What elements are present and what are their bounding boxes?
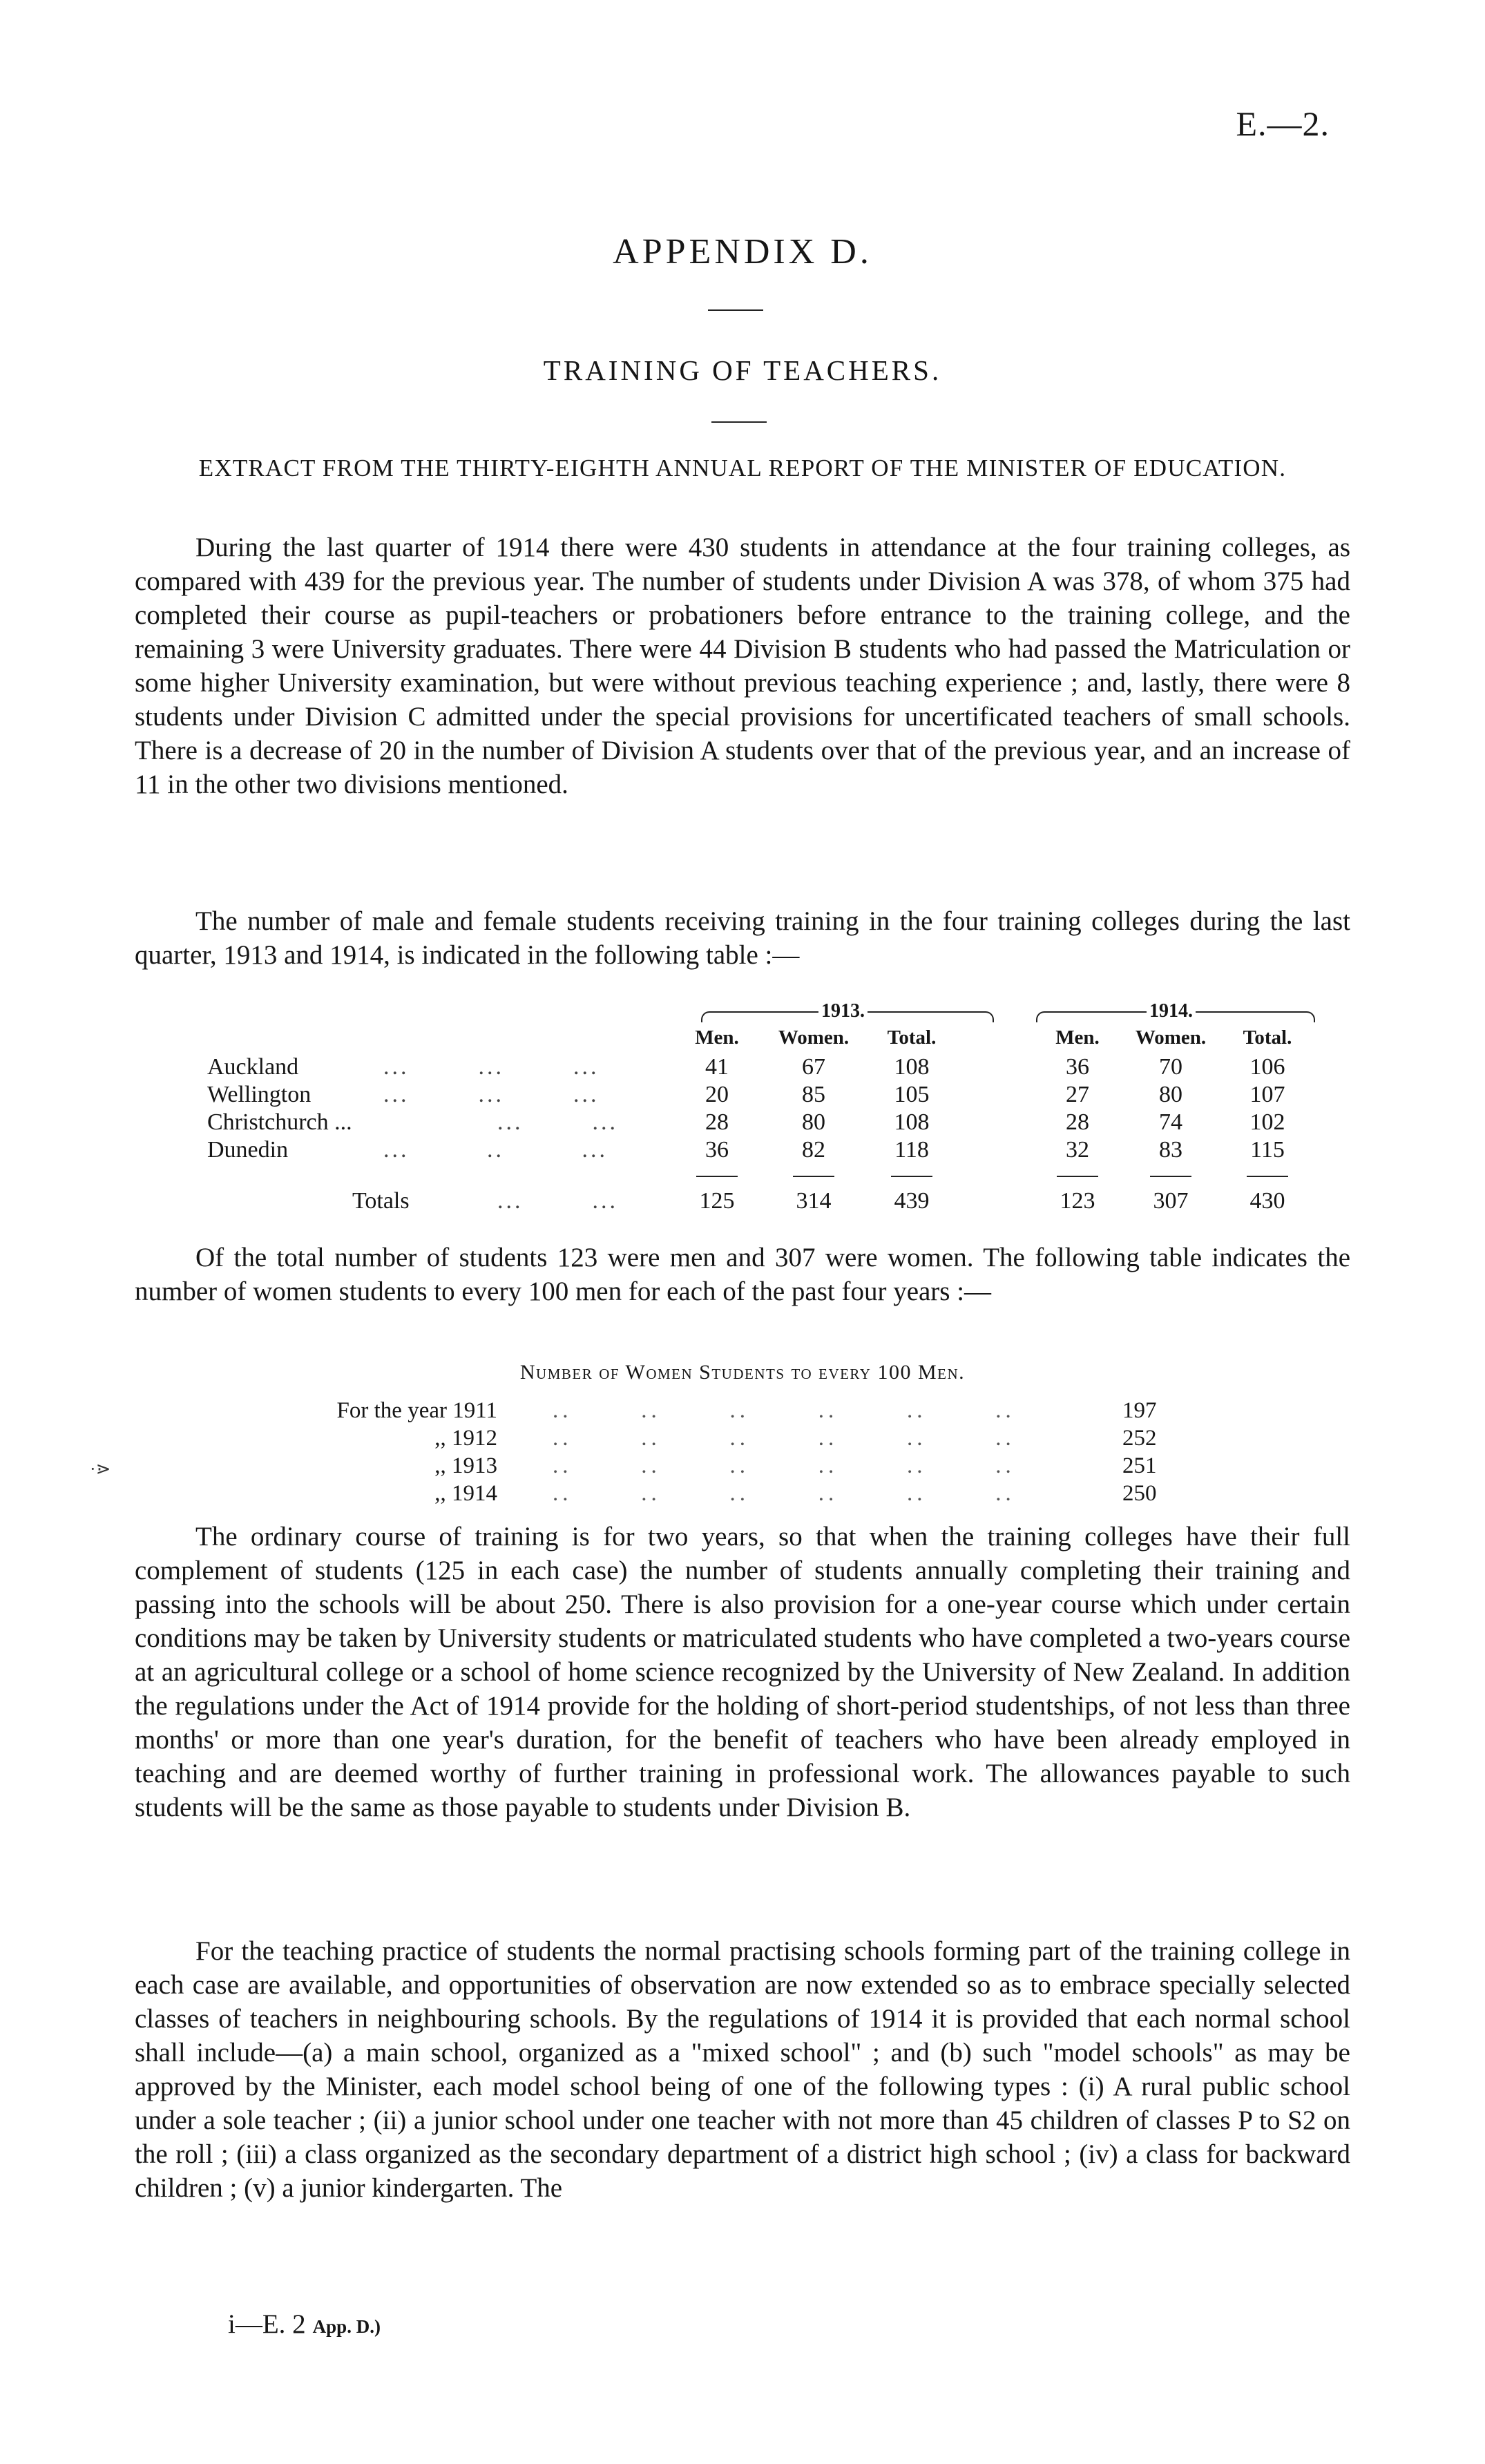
cell-value: 123 [1060, 1188, 1095, 1214]
table-row [290, 1398, 1181, 1426]
paragraph-attendance: During the last quarter of 1914 there were 430 students in attendance at the four training colleges, as compared with 439 for the previous year. The number of students under Division A was 378, of whom 375 had completed their course as pupil-teachers or probationers before entrance to the training college, and the remaining 3 were University graduates. There were 44 Division B students who had passed the Matriculation or some higher University examination, but were without previous teaching experience ; and, lastly, there were 8 students under Division C admitted under the special provisions for uncertificated teachers of small schools. There is a decrease of 20 in the number of Division A students over that of the previous year, and an increase of 11 in the other two divisions mentioned. [135, 533, 1350, 799]
cell-value: 70 [1159, 1054, 1182, 1080]
signature-mark: i—E. 2 [228, 2309, 306, 2339]
section-divider [711, 421, 767, 423]
page-reference: E.—2. [1236, 104, 1330, 143]
cell-value: 102 [1249, 1109, 1285, 1135]
college-name: Wellington [207, 1082, 312, 1107]
year-label: ,, 1913 [434, 1453, 497, 1478]
cell-value: 83 [1159, 1137, 1182, 1163]
year-label: ,, 1914 [434, 1481, 497, 1506]
col-women-1913: Women. [778, 1026, 850, 1049]
leader-dots: .. .. .. .. .. .. [553, 1398, 1015, 1423]
appendix-title: APPENDIX D. [613, 232, 872, 271]
leader-dots: ... ... [497, 1109, 618, 1135]
cell-value: 80 [1159, 1082, 1182, 1107]
ratio-value: 251 [1122, 1453, 1157, 1478]
ratio-value: 250 [1122, 1481, 1157, 1506]
leader-dots: ... ... [497, 1188, 618, 1214]
cell-value: 439 [894, 1188, 930, 1214]
cell-value: 28 [1066, 1109, 1089, 1135]
sum-rule [891, 1176, 932, 1177]
cell-value: 67 [802, 1054, 825, 1080]
cell-value: 27 [1066, 1082, 1089, 1107]
sum-rule [1150, 1176, 1191, 1177]
ratio-table-caption: Number of Women Students to every 100 Men. [519, 1361, 966, 1384]
year-label: For the year 1911 [336, 1398, 497, 1423]
cell-value: 20 [705, 1082, 729, 1107]
cell-value: 85 [802, 1082, 825, 1107]
col-total-1913: Total. [887, 1026, 937, 1049]
sum-rule [1057, 1176, 1098, 1177]
leader-dots: .. .. .. .. .. .. [553, 1426, 1015, 1451]
table-row [207, 1109, 1285, 1137]
table-row [290, 1453, 1181, 1481]
paragraph-course: The ordinary course of training is for two years, so that when the training colleges have their full complement of students (125 in each case) the number of students annually completing their training and passing into the schools will be about 250. There is also provision for a one-year course which under certain conditions may be taken by University students or matriculated students who have completed a two-years course at an agricultural college or a school of home science recognized by the University of New Zealand. In addition the regulations under the Act of 1914 provide for the holding of short-period studentships, of not less than three months' or more than one year's duration, for the benefit of teachers who have been already employed in teaching and are deemed worthy of further training in professional work. The allowances payable to such students will be the same as those payable to students under Division B. [135, 1522, 1350, 1822]
leader-dots: .. .. .. .. .. .. [553, 1481, 1015, 1506]
college-name: Dunedin [207, 1137, 289, 1163]
cell-value: 28 [705, 1109, 729, 1135]
cell-value: 74 [1159, 1109, 1182, 1135]
paragraph-teaching-practice: For the teaching practice of students the normal practising schools forming part of the training college in each case are available, and opportunities of observation are now extended so as to embrace specially selected classes of teachers in neighbouring schools. By the regulations of 1914 it is provided that each normal school shall include—(a) a main school, organized as a "mixed school" ; and (b) such "model schools" as may be approved by the Minister, each model school being of one of the following types : (i) A rural public school under a sole teacher ; (ii) a junior school under one teacher with not more than 45 children of classes P to S2 on the roll ; (iii) a class organized as the secondary department of a district high school ; (iv) a class for backward children ; (v) a junior kindergarten. The [135, 1936, 1350, 2203]
year-1913-label: 1913. [818, 1000, 868, 1022]
col-men-1913: Men. [695, 1026, 739, 1049]
table-row [290, 1426, 1181, 1453]
signature-sub: App. D.) [312, 2316, 381, 2337]
col-women-1914: Women. [1135, 1026, 1207, 1049]
cell-value: 118 [894, 1137, 929, 1163]
cell-value: 430 [1249, 1188, 1285, 1214]
col-total-1914: Total. [1243, 1026, 1292, 1049]
table-row [290, 1481, 1181, 1509]
cell-value: 314 [796, 1188, 832, 1214]
cell-value: 80 [802, 1109, 825, 1135]
leader-dots: ... ... ... [383, 1082, 600, 1107]
leader-dots: .. .. .. .. .. .. [553, 1453, 1015, 1478]
cell-value: 107 [1249, 1082, 1285, 1107]
ratio-value: 252 [1122, 1426, 1157, 1451]
leader-dots: ... .. ... [383, 1137, 608, 1163]
college-name: Auckland [207, 1054, 299, 1080]
cell-value: 41 [705, 1054, 729, 1080]
title-divider [708, 309, 763, 311]
section-title: TRAINING OF TEACHERS. [543, 354, 942, 386]
cell-value: 307 [1153, 1188, 1189, 1214]
cell-value: 115 [1250, 1137, 1285, 1163]
cell-value: 32 [1066, 1137, 1089, 1163]
cell-value: 106 [1249, 1054, 1285, 1080]
table-row [207, 1054, 1285, 1082]
paragraph-table-intro: The number of male and female students receiving training in the four training colleges during the last quarter, 1913 and 1914, is indicated in the following table :— [135, 906, 1350, 970]
cell-value: 82 [802, 1137, 825, 1163]
cell-value: 105 [894, 1082, 930, 1107]
cell-value: 36 [1066, 1054, 1089, 1080]
college-name: Christchurch ... [207, 1109, 352, 1135]
cell-value: 108 [894, 1054, 930, 1080]
cell-value: 36 [705, 1137, 729, 1163]
signature-footer [228, 2309, 381, 2340]
sum-rule [793, 1176, 834, 1177]
extract-heading: EXTRACT FROM THE THIRTY-EIGHTH ANNUAL REPORT OF THE MINISTER OF EDUCATION. [198, 455, 1287, 481]
leader-dots: ... ... ... [383, 1054, 600, 1080]
cell-value: 108 [894, 1109, 930, 1135]
year-1914-label: 1914. [1147, 1000, 1196, 1022]
cell-value: 125 [699, 1188, 735, 1214]
table-row [207, 1137, 1285, 1165]
table-row [207, 1082, 1285, 1109]
margin-mark: ·⋗ [90, 1459, 111, 1479]
ratio-value: 197 [1122, 1398, 1157, 1423]
col-men-1914: Men. [1055, 1026, 1100, 1049]
totals-row [207, 1188, 1285, 1216]
totals-label: Totals [352, 1188, 410, 1214]
year-label: ,, 1912 [434, 1426, 497, 1451]
sum-rule [1247, 1176, 1288, 1177]
sum-rule [696, 1176, 738, 1177]
paragraph-women-ratio: Of the total number of students 123 were men and 307 were women. The following table indicates the number of women students to every 100 men for each of the past four years :— [135, 1243, 1350, 1306]
